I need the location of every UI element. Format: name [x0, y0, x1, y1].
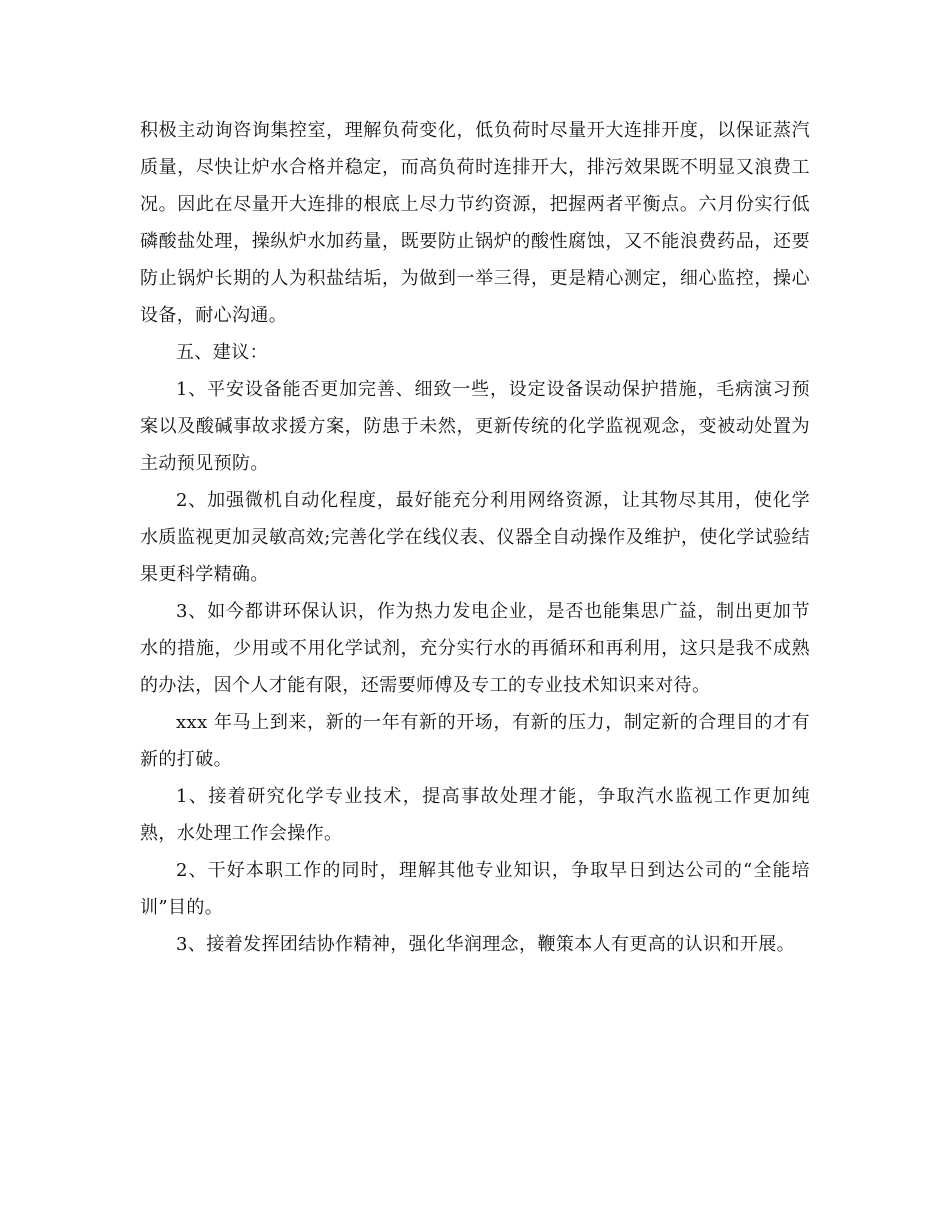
goal-item-2: 2、干好本职工作的同时，理解其他专业知识，争取早日到达公司的“全能培训”目的。 [140, 860, 810, 918]
suggestion-item-2: 2、加强微机自动化程度，最好能充分利用网络资源，让其物尽其用，使化学水质监视更加灵敏高效;完善化学在线仪表、仪器全自动操作及维护，使化学试验结果更科学精确。 [140, 490, 810, 585]
suggestion-item-3: 3、如今都讲环保认识，作为热力发电企业，是否也能集思广益，制出更加节水的措施，少用或不用化学试剂，充分实行水的再循环和再利用，这只是我不成熟的办法，因个人才能有限，还需要师傅及专工的专业技术知识来对待。 [140, 601, 810, 696]
goal-item-3: 3、接着发挥团结协作精神，强化华润理念，鞭策本人有更高的认识和开展。 [176, 934, 796, 955]
goal-item-1: 1、接着研究化学专业技术，提高事故处理才能，争取汽水监视工作更加纯熟，水处理工作会操作。 [140, 786, 810, 844]
document-body [140, 112, 810, 963]
suggestion-item-1: 1、平安设备能否更加完善、细致一些，设定设备误动保护措施，毛病演习预案以及酸碱事故求援方案，防患于未然，更新传统的化学监视观念，变被动处置为主动预见预防。 [140, 379, 810, 474]
paragraph-continuation: 积极主动询咨询集控室，理解负荷变化，低负荷时尽量开大连排开度，以保证蒸汽质量，尽快让炉水合格并稳定，而高负荷时连排开大，排污效果既不明显又浪费工况。因此在尽量开大连排的根底上尽力节约资源，把握两者平衡点。六月份实行低磷酸盐处理，操纵炉水加药量，既要防止锅炉的酸性腐蚀，又不能浪费药品，还要防止锅炉长期的人为积盐结垢，为做到一举三得，更是精心测定，细心监控，操心设备，耐心沟通。 [140, 120, 810, 326]
new-year-intro: xxx 年马上到来，新的一年有新的开场，有新的压力，制定新的合理目的才有新的打破。 [140, 712, 810, 770]
section-heading-suggestions: 五、建议： [176, 342, 268, 363]
